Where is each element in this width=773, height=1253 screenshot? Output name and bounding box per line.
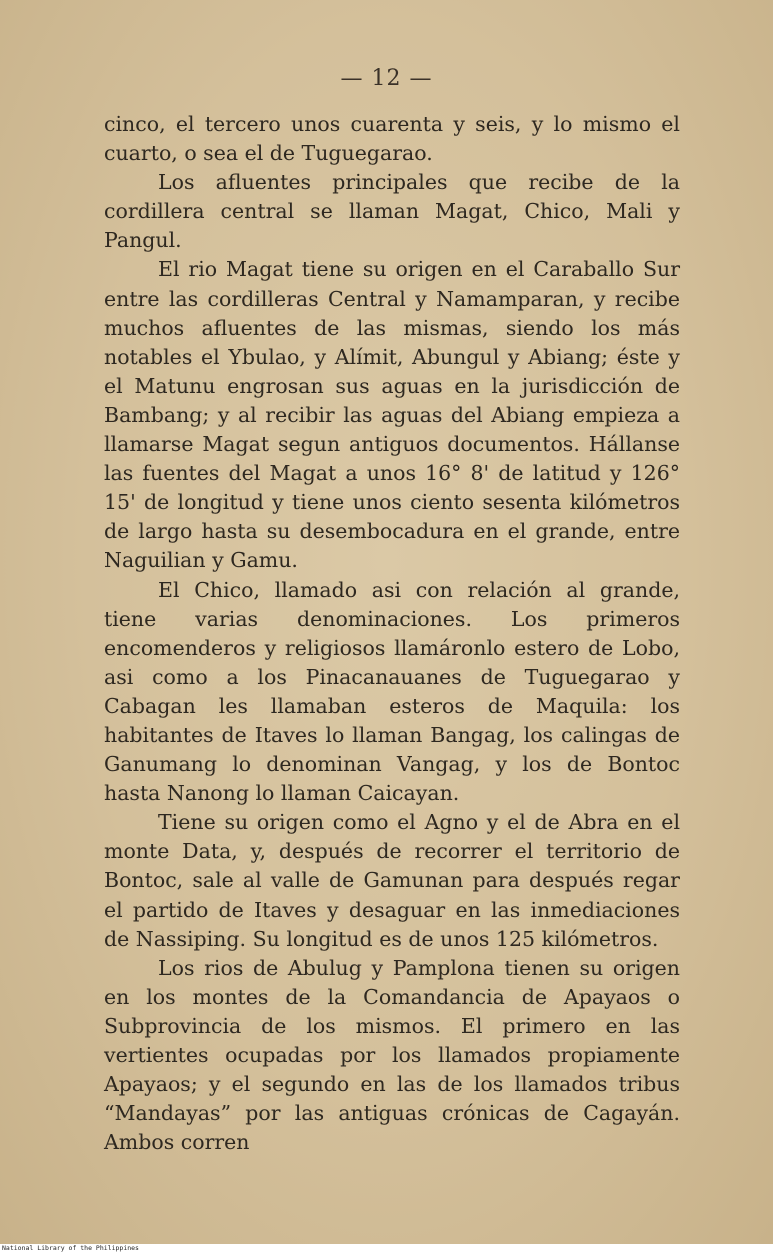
- paragraph-6: Los rios de Abulug y Pamplona tienen su origen en los montes de la Comandancia de Apayaos o Subprovincia de los mismos. El primero en las vertientes ocupadas por los llamados propiamente Apayaos; y el segundo en las de los llamados tribus “Mandayas” por las antiguas crónicas de Cagayán. Ambos corren: [104, 955, 680, 1155]
- library-credit: National Library of the Philippines: [2, 1244, 139, 1252]
- page-number: — 12 —: [340, 66, 433, 91]
- body-text: [104, 110, 680, 1157]
- paragraph-5: Tiene su origen como el Agno y el de Abra en el monte Data, y, después de recorrer el territorio de Bontoc, sale al valle de Gamunan para después regar el partido de Itaves y desaguar en las inmediaciones de Nassiping. Su longitud es de unos 125 kilómetros.: [104, 810, 680, 951]
- paragraph-3: El rio Magat tiene su origen en el Caraballo Sur entre las cordilleras Central y Namamparan, y recibe muchos afluentes de las mismas, siendo los más notables el Ybulao, y Alímit, Abungul y Abiang; éste y el Matunu engrosan sus aguas en la jurisdicción de Bambang; y al recibir las aguas del Abiang empieza a llamarse Magat segun antiguos documentos. Hállanse las fuentes del Magat a unos 16° 8' de latitud y 126° 15' de longitud y tiene unos ciento sesenta kilómetros de largo hasta su desembocadura en el grande, entre Naguilian y Gamu.: [104, 257, 680, 573]
- paragraph-2: Los afluentes principales que recibe de la cordillera central se llaman Magat, Chico, Mali y Pangul.: [104, 170, 680, 253]
- paragraph-4: El Chico, llamado asi con relación al grande, tiene varias denominaciones. Los primeros encomenderos y religiosos llamáronlo estero de Lobo, asi como a los Pinacanauanes de Tuguegarao y Cabagan les llamaban esteros de Maquila: los habitantes de Itaves lo llaman Bangag, los calingas de Ganumang lo denominan Vangag, y los de Bontoc hasta Nanong lo llaman Caicayan.: [104, 577, 680, 806]
- paragraph-1: cinco, el tercero unos cuarenta y seis, y lo mismo el cuarto, o sea el de Tuguegarao.: [104, 112, 680, 166]
